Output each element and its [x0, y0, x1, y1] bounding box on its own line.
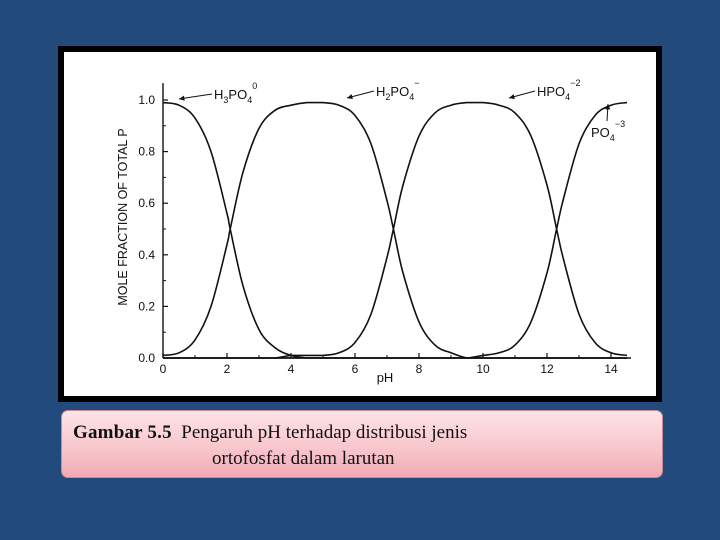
curve-hpo4	[163, 103, 627, 358]
y-tick-label: 0.0	[138, 351, 155, 365]
x-tick-label: 4	[287, 362, 295, 376]
x-tick-label: 6	[351, 362, 359, 376]
caption-prefix: Gambar 5.5	[73, 422, 172, 443]
label-h2po4-arrowhead	[347, 94, 353, 99]
y-tick-label: 0.2	[138, 299, 155, 314]
y-tick-label: 0.4	[138, 247, 155, 262]
label-h3po4-arrowhead	[179, 96, 185, 101]
x-tick-label: 8	[415, 362, 423, 376]
caption-line-1	[73, 420, 652, 446]
label-h3po4: $H_3PO_4^0$	[214, 81, 258, 105]
caption-text-1: Pengaruh pH terhadap distribusi jenis	[181, 422, 468, 443]
figure-caption	[61, 410, 663, 478]
caption-text-2: ortofosfat dalam larutan	[212, 448, 395, 469]
y-tick-label: 0.8	[138, 144, 155, 159]
label-h2po4: $H_2PO_4^-$	[376, 78, 420, 102]
label-hpo4: $HPO_4^{-2}$	[537, 78, 581, 102]
y-axis-title: MOLE FRACTION OF TOTAL P	[116, 128, 130, 306]
caption-line-2	[73, 446, 652, 472]
y-tick-label: 0.6	[138, 196, 155, 211]
label-po4: $PO_4^{-3}$	[591, 119, 626, 143]
x-tick-label: 12	[540, 362, 554, 376]
x-tick-label: 2	[223, 362, 231, 376]
x-tick-label: 14	[604, 362, 618, 376]
speciation-chart	[64, 52, 656, 396]
y-tick-label: 1.0	[138, 93, 155, 107]
x-axis-title: pH	[376, 370, 394, 385]
x-tick-label: 10	[476, 362, 490, 376]
x-tick-label: 0	[159, 362, 167, 376]
figure-frame	[58, 46, 662, 402]
plot-panel	[64, 52, 656, 396]
label-hpo4-arrowhead	[509, 94, 515, 99]
